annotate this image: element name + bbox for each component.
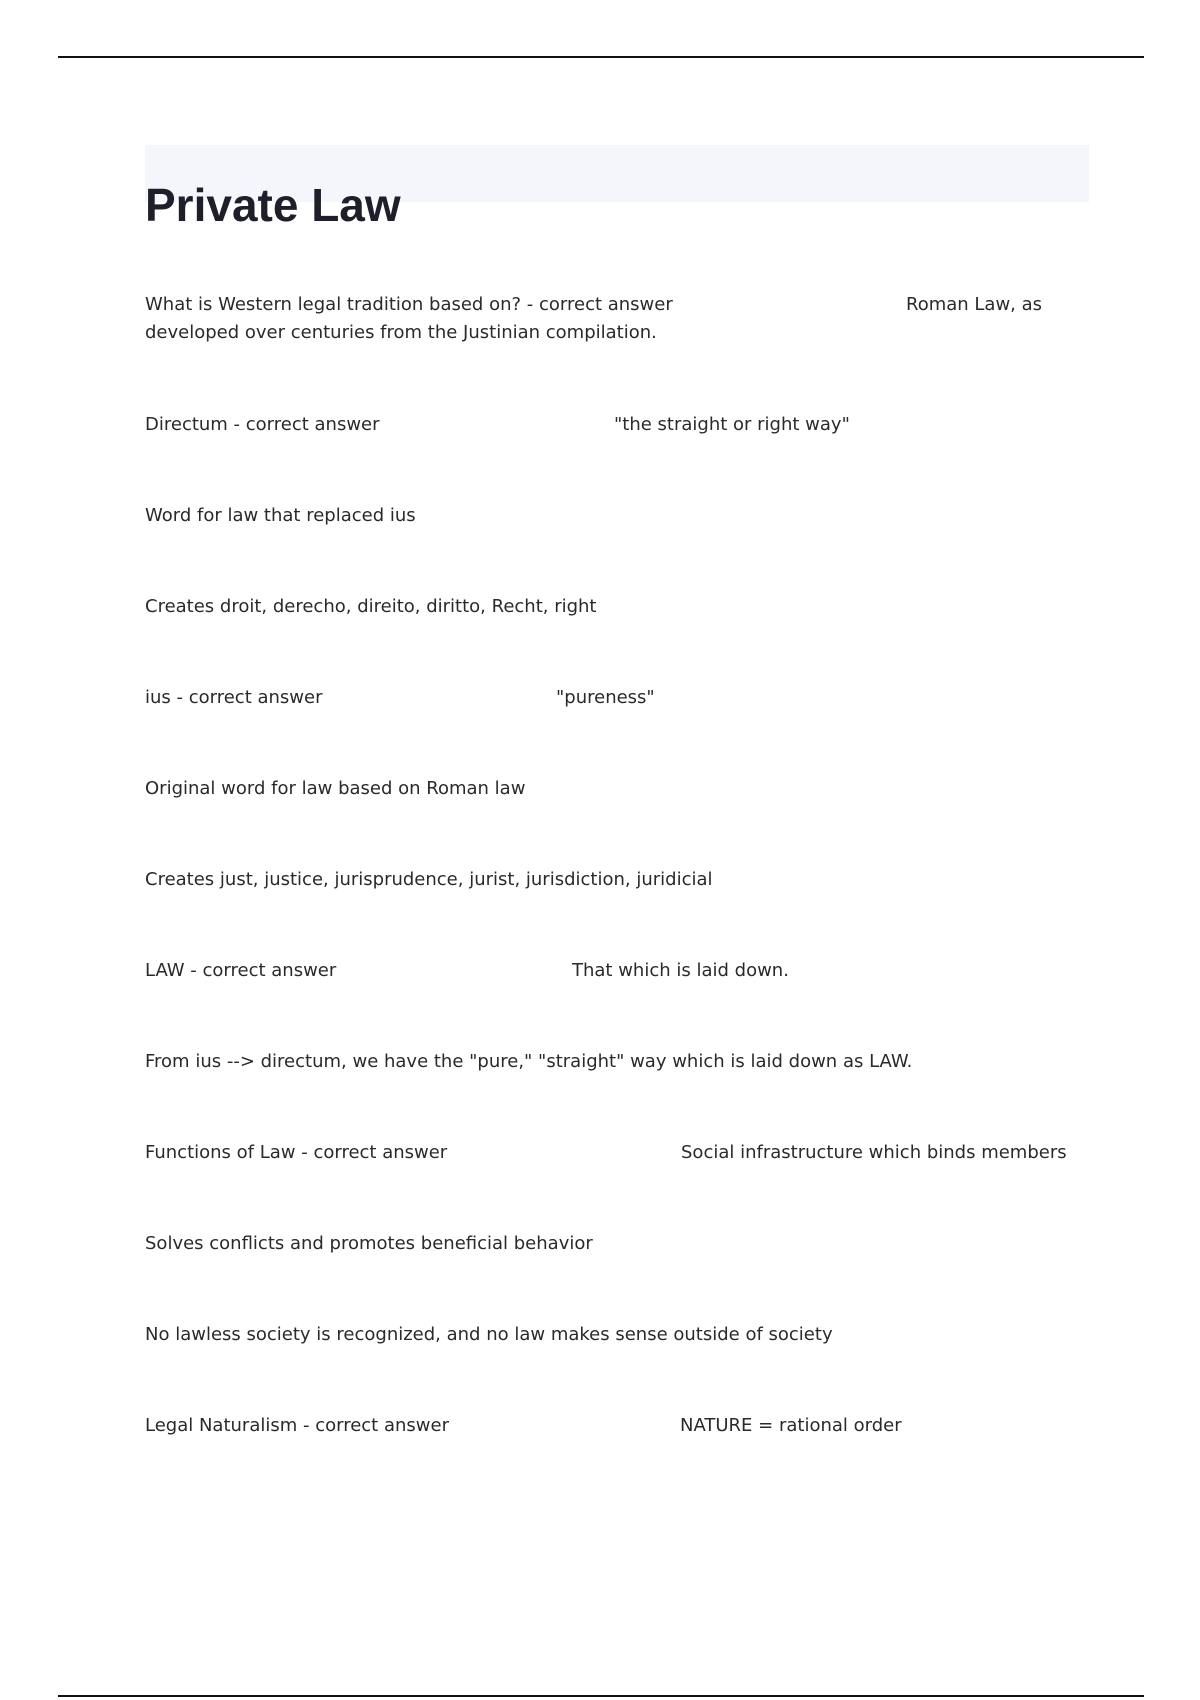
note-text: Original word for law based on Roman law	[145, 778, 526, 799]
bottom-rule	[58, 1695, 1144, 1697]
note-text: From ius --> directum, we have the "pure," "straight" way which is laid down as LAW.	[145, 1051, 913, 1072]
question-text: Functions of Law - correct answer	[145, 1142, 448, 1163]
question-text: Legal Naturalism - correct answer	[145, 1415, 449, 1436]
answer-text: "pureness"	[556, 687, 655, 708]
question-text: Directum - correct answer	[145, 414, 380, 435]
qa-entry-legal-naturalism	[145, 1412, 1045, 1440]
note-text: No lawless society is recognized, and no law makes sense outside of society	[145, 1324, 833, 1345]
qa-entry-law	[145, 957, 1045, 985]
answer-text: NATURE = rational order	[680, 1415, 902, 1436]
answer-text: Roman Law, as	[906, 294, 1043, 315]
question-text: What is Western legal tradition based on? - correct answer	[145, 294, 673, 315]
note-text: Creates droit, derecho, direito, diritto, Recht, right	[145, 596, 597, 617]
top-rule	[58, 56, 1144, 58]
note-text: Word for law that replaced ius	[145, 505, 416, 526]
question-text: ius - correct answer	[145, 687, 323, 708]
page-title: Private Law	[145, 178, 401, 231]
question-text: LAW - correct answer	[145, 960, 337, 981]
answer-continuation: developed over centuries from the Justinian compilation.	[145, 322, 657, 343]
answer-text: That which is laid down.	[572, 960, 789, 981]
answer-text: Social infrastructure which binds members	[681, 1142, 1067, 1163]
qa-entry-ius	[145, 684, 1045, 712]
note-text: Solves conflicts and promotes beneficial behavior	[145, 1233, 593, 1254]
qa-entry-functions-of-law	[145, 1139, 1067, 1167]
answer-text: "the straight or right way"	[614, 414, 850, 435]
note-text: Creates just, justice, jurisprudence, jurist, jurisdiction, juridicial	[145, 869, 713, 890]
qa-entry-western-legal-tradition	[145, 291, 1045, 319]
qa-entry-directum	[145, 411, 1045, 439]
